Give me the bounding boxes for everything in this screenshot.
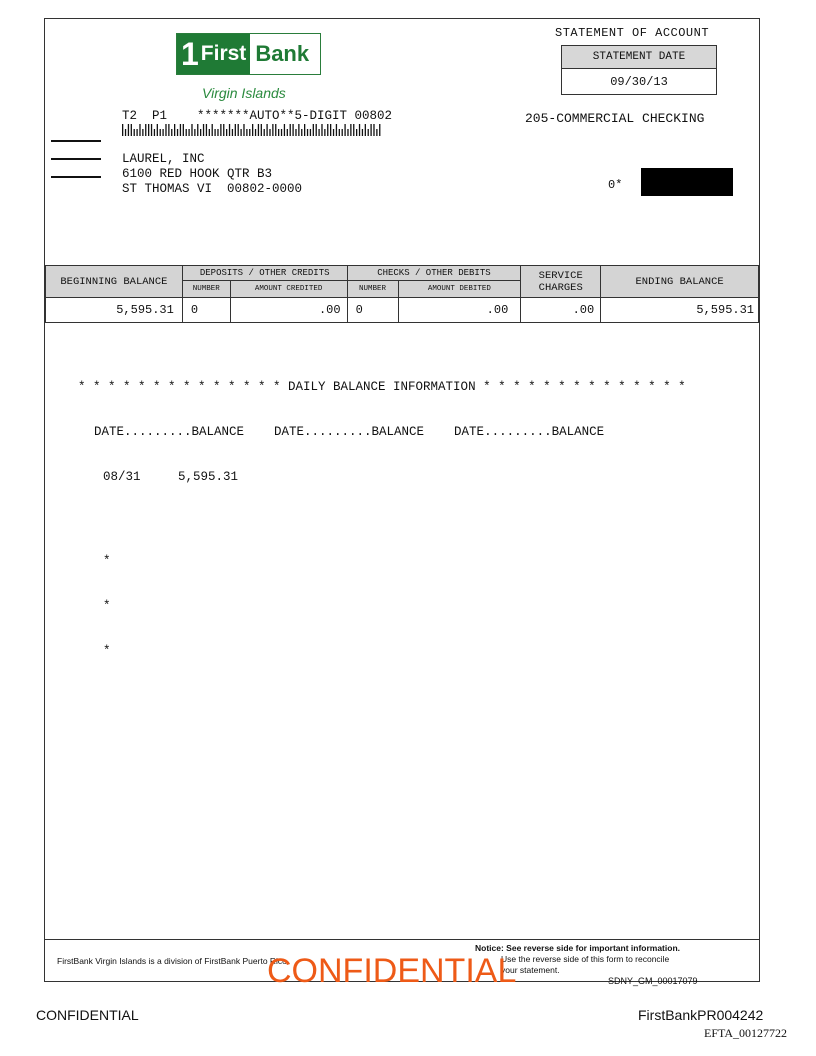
value-amount-credited: .00	[230, 298, 347, 323]
service-label-line2: CHARGES	[538, 281, 583, 294]
end-mark: *	[103, 599, 111, 613]
daily-balance-section	[78, 350, 686, 689]
daily-balance-banner: * * * * * * * * * * * * * * DAILY BALANCE INFORMATION * * * * * * * * * * * * * *	[78, 380, 686, 394]
header-ending-balance: ENDING BALANCE	[601, 266, 759, 298]
confidential-label: CONFIDENTIAL	[36, 1007, 139, 1023]
logo-one-glyph: 1	[181, 35, 199, 72]
notice-line2: Use the reverse side of this form to reconcile	[501, 954, 670, 964]
header-checks: CHECKS / OTHER DEBITS	[347, 266, 521, 281]
statement-date-value: 09/30/13	[610, 75, 668, 89]
header-beginning-balance: BEGINNING BALANCE	[46, 266, 183, 298]
daily-balance-date: 08/31	[103, 470, 141, 484]
account-number-prefix: 0*	[608, 178, 623, 192]
address-window-rule	[51, 140, 101, 142]
logo-first-text: First	[200, 42, 247, 65]
statement-title: STATEMENT OF ACCOUNT	[555, 26, 710, 40]
header-checks-number: NUMBER	[347, 281, 398, 298]
address-window-rule	[51, 176, 101, 178]
notice-line1: Notice: See reverse side for important information.	[475, 943, 680, 953]
footer-divider	[45, 939, 759, 940]
header-amount-credited: AMOUNT CREDITED	[230, 281, 347, 298]
customer-street: 6100 RED HOOK QTR B3	[122, 167, 273, 181]
customer-city: ST THOMAS VI 00802-0000	[122, 182, 303, 196]
efta-number: EFTA_00127722	[704, 1026, 788, 1040]
header-amount-debited: AMOUNT DEBITED	[398, 281, 521, 298]
daily-balance-amount: 5,595.31	[178, 470, 239, 484]
logo-bank-text: Bank	[250, 34, 314, 74]
account-summary-table	[45, 265, 759, 323]
sdny-bates-number: SDNY_GM_00017079	[608, 976, 698, 986]
division-note: FirstBank Virgin Islands is a division of FirstBank Puerto Rico	[57, 956, 287, 966]
end-mark: *	[103, 554, 111, 568]
customer-name: LAUREL, INC	[122, 152, 205, 166]
service-label-line1: SERVICE	[538, 269, 583, 282]
logo-subtitle: Virgin Islands	[202, 85, 286, 101]
value-amount-debited: .00	[398, 298, 521, 323]
account-type: 205-COMMERCIAL CHECKING	[525, 111, 705, 126]
confidential-stamp: CONFIDENTIAL	[267, 952, 517, 990]
redacted-account-number	[641, 168, 733, 196]
address-window-rule	[51, 158, 101, 160]
postal-barcode-icon	[122, 124, 382, 136]
mail-sort-line: T2 P1 *******AUTO**5-DIGIT 00802	[122, 109, 393, 123]
value-checks-number: 0	[347, 298, 398, 323]
value-service-charges: .00	[521, 298, 601, 323]
value-ending-balance: 5,595.31	[601, 298, 759, 323]
statement-page	[44, 18, 760, 990]
firstbank-logo	[176, 33, 321, 75]
statement-date-label: STATEMENT DATE	[562, 46, 716, 69]
header-service-charges	[521, 266, 601, 298]
daily-balance-column-header: DATE.........BALANCE DATE.........BALANCE DATE.........BALANCE	[94, 425, 605, 439]
firstbank-bates-number: FirstBankPR004242	[638, 1007, 764, 1023]
header-deposits: DEPOSITS / OTHER CREDITS	[182, 266, 347, 281]
value-beginning-balance: 5,595.31	[46, 298, 183, 323]
statement-date-box	[561, 45, 717, 95]
notice-line3: your statement.	[501, 965, 560, 975]
daily-balance-row	[78, 470, 686, 485]
end-mark: *	[103, 644, 111, 658]
header-deposits-number: NUMBER	[182, 281, 230, 298]
value-deposits-number: 0	[182, 298, 230, 323]
